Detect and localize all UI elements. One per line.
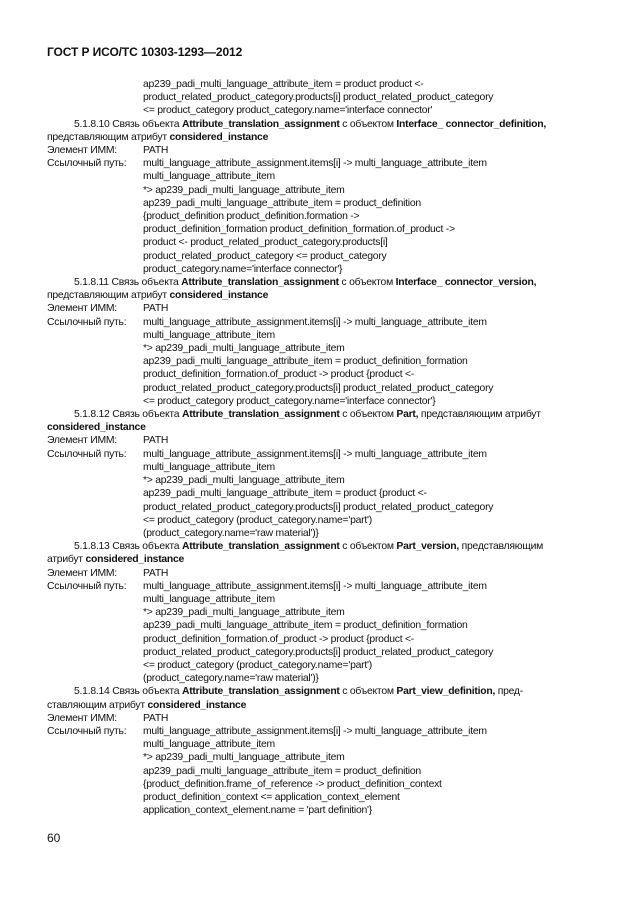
section-heading <box>0 685 630 711</box>
page-content <box>0 78 630 817</box>
element-label: Элемент ИММ: <box>47 712 117 724</box>
element-row <box>0 302 630 315</box>
path-line: <= product_category (product_category.name='part') <box>143 514 372 526</box>
path-line: product_related_product_category.products[i] product_related_product_category <box>143 382 494 394</box>
element-row <box>0 434 630 447</box>
heading-num: 5.1.8.12 <box>74 409 110 421</box>
attribute-name: considered_instance <box>85 554 185 566</box>
section-heading <box>0 408 630 434</box>
path-line: {product_definition.frame_of_reference -> product_definition_context <box>143 778 442 790</box>
element-label: Элемент ИММ: <box>47 303 117 315</box>
path-line: product_definition_formation product_definition_formation.of_product -> <box>143 224 455 236</box>
heading-pre: Связь объекта <box>112 686 180 698</box>
document-header: ГОСТ Р ИСО/ТС 10303-1293—2012 <box>47 45 243 59</box>
path-line: multi_language_attribute_assignment.items[i] -> multi_language_attribute_item <box>143 448 487 460</box>
section <box>0 276 630 408</box>
path-line: ap239_padi_multi_language_attribute_item = product_definition_formation <box>143 356 468 368</box>
heading-cont: атрибут <box>47 554 83 566</box>
heading-line <box>47 685 583 698</box>
heading-cont: представляющим атрибут <box>47 290 167 302</box>
element-label: Элемент ИММ: <box>47 567 117 579</box>
page-number: 60 <box>47 831 61 845</box>
element-value: PATH <box>143 712 169 724</box>
heading-b1: Attribute_translation_assignment <box>181 686 340 698</box>
heading-b1: Attribute_translation_assignment <box>181 277 339 289</box>
path-line: multi_language_attribute_item <box>143 739 275 751</box>
path-line: multi_language_attribute_item <box>143 461 275 473</box>
attribute-name: considered_instance <box>169 290 269 302</box>
heading-b2: Part_version, <box>396 541 459 553</box>
heading-num: 5.1.8.13 <box>74 541 110 553</box>
heading-b1: Attribute_translation_assignment <box>181 409 340 421</box>
path-line: *> ap239_padi_multi_language_attribute_item <box>143 343 345 355</box>
section <box>0 408 630 540</box>
heading-line <box>47 289 583 302</box>
element-value: PATH <box>143 303 169 315</box>
heading-line <box>47 408 583 421</box>
path-line: *> ap239_padi_multi_language_attribute_item <box>143 184 345 196</box>
heading-b1: Attribute_translation_assignment <box>181 541 340 553</box>
element-label: Элемент ИММ: <box>47 145 117 157</box>
path-line: ap239_padi_multi_language_attribute_item = product {product <- <box>143 488 427 500</box>
element-label: Элемент ИММ: <box>47 435 117 447</box>
path-row <box>0 157 630 276</box>
path-row <box>0 725 630 817</box>
intro-path-lines <box>0 78 630 118</box>
element-row <box>0 712 630 725</box>
section <box>0 118 630 276</box>
path-line: product_definition_formation.of_product -> product {product <- <box>143 633 414 645</box>
heading-num: 5.1.8.11 <box>74 277 109 289</box>
path-line: product_definition_context <= application_context_element <box>143 791 400 803</box>
path-line: multi_language_attribute_assignment.items[i] -> multi_language_attribute_item <box>143 316 487 328</box>
path-line: ap239_padi_multi_language_attribute_item = product_definition <box>143 197 421 209</box>
attribute-name: considered_instance <box>47 422 146 434</box>
path-line: (product_category.name='raw material')} <box>143 673 319 685</box>
heading-num: 5.1.8.10 <box>74 118 110 130</box>
path-line: product_category.name='interface connector'} <box>143 263 343 275</box>
path-line: multi_language_attribute_item <box>143 593 275 605</box>
path-lines <box>143 725 487 817</box>
heading-b1: Attribute_translation_assignment <box>181 118 340 130</box>
attribute-name: considered_instance <box>169 131 269 143</box>
heading-line <box>47 540 583 553</box>
path-row <box>0 448 630 540</box>
heading-pre: Связь объекта <box>112 541 180 553</box>
section <box>0 540 630 685</box>
heading-line <box>47 553 583 566</box>
path-line: product_related_product_category.products[i] product_related_product_category <box>143 92 494 104</box>
section <box>0 685 630 817</box>
path-line: *> ap239_padi_multi_language_attribute_item <box>143 607 345 619</box>
heading-cont: представляющим атрибут <box>47 131 167 143</box>
path-line: <= product_category product_category.name='interface connector' <box>143 105 433 117</box>
heading-mid: с объектом <box>342 118 394 130</box>
path-lines <box>143 580 493 686</box>
heading-post: представляющим атрибут <box>420 409 541 421</box>
heading-mid: с объектом <box>342 541 394 553</box>
path-line: <= product_category product_category.name='interface connector'} <box>143 395 436 407</box>
path-line: product_related_product_category.products[i] product_related_product_category <box>143 501 494 513</box>
heading-pre: Связь объекта <box>111 277 179 289</box>
heading-mid: с объектом <box>342 686 394 698</box>
path-line: *> ap239_padi_multi_language_attribute_item <box>143 475 345 487</box>
heading-b2: Interface_ connector_version, <box>395 277 537 289</box>
heading-b2: Part_view_definition, <box>396 686 496 698</box>
path-label: Ссылочный путь: <box>47 725 127 737</box>
path-label: Ссылочный путь: <box>47 158 127 170</box>
path-line: ap239_padi_multi_language_attribute_item = product_definition <box>143 765 421 777</box>
element-row <box>0 144 630 157</box>
path-label: Ссылочный путь: <box>47 580 127 592</box>
path-line: multi_language_attribute_item <box>143 171 275 183</box>
element-value: PATH <box>143 567 169 579</box>
path-label: Ссылочный путь: <box>47 316 127 328</box>
sections-container <box>0 118 630 818</box>
path-label: Ссылочный путь: <box>47 448 127 460</box>
heading-pre: Связь объекта <box>112 118 180 130</box>
path-lines <box>143 448 493 540</box>
path-line: ap239_padi_multi_language_attribute_item = product product <- <box>143 79 424 90</box>
path-line: ap239_padi_multi_language_attribute_item = product_definition_formation <box>143 620 468 632</box>
path-line: multi_language_attribute_item <box>143 329 275 341</box>
path-row <box>0 316 630 408</box>
heading-line <box>47 699 583 712</box>
path-line: multi_language_attribute_assignment.items[i] -> multi_language_attribute_item <box>143 725 487 737</box>
heading-pre: Связь объекта <box>112 409 180 421</box>
attribute-name: considered_instance <box>147 699 247 711</box>
heading-line <box>47 118 583 131</box>
path-line: product_related_product_category.products[i] product_related_product_category <box>143 646 494 658</box>
path-line: product <- product_related_product_category.products[i] <box>143 237 388 249</box>
heading-cont: ставляющим атрибут <box>47 699 145 711</box>
path-line: (product_category.name='raw material')} <box>143 527 319 539</box>
path-lines <box>143 316 493 408</box>
heading-b2: Part, <box>396 409 419 421</box>
path-line: <= product_category (product_category.name='part') <box>143 659 372 671</box>
path-line: *> ap239_padi_multi_language_attribute_item <box>143 752 345 764</box>
heading-post: пред- <box>497 686 523 698</box>
heading-post: представляющим <box>461 541 544 553</box>
path-line: application_context_element.name = 'part definition'} <box>143 805 372 817</box>
element-value: PATH <box>143 145 169 157</box>
path-line: multi_language_attribute_assignment.items[i] -> multi_language_attribute_item <box>143 580 487 592</box>
section-heading <box>0 276 630 302</box>
section-heading <box>0 118 630 144</box>
heading-line <box>47 131 583 144</box>
heading-mid: с объектом <box>342 409 394 421</box>
heading-mid: с объектом <box>341 277 393 289</box>
heading-line <box>47 276 583 289</box>
heading-line <box>47 421 583 434</box>
heading-num: 5.1.8.14 <box>74 686 110 698</box>
path-row <box>0 580 630 686</box>
path-line: product_related_product_category <= product_category <box>143 250 387 262</box>
path-line: product_definition_formation.of_product -> product {product <- <box>143 369 414 381</box>
element-value: PATH <box>143 435 169 447</box>
element-row <box>0 567 630 580</box>
path-line: {product_definition product_definition.formation -> <box>143 211 360 223</box>
path-lines <box>143 157 487 276</box>
section-heading <box>0 540 630 566</box>
heading-b2: Interface_ connector_definition, <box>396 118 547 130</box>
path-line: multi_language_attribute_assignment.items[i] -> multi_language_attribute_item <box>143 158 487 170</box>
